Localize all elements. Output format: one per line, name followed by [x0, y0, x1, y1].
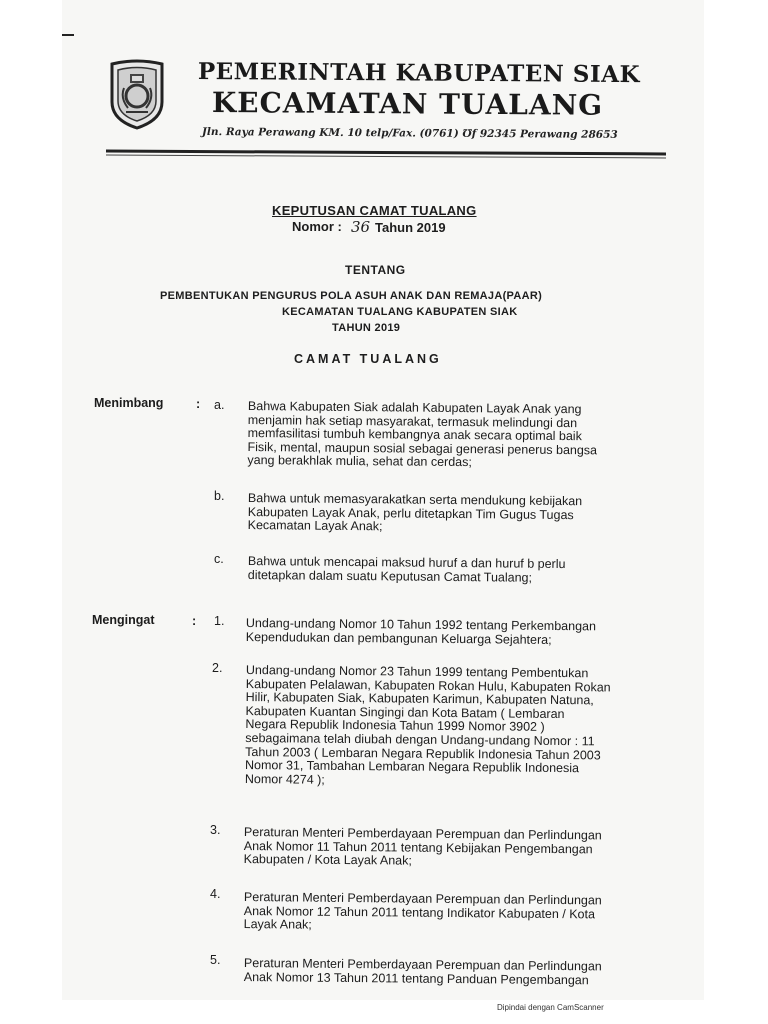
text-line: Bahwa untuk mencapai maksud huruf a dan huruf b perlu — [247, 554, 566, 572]
text-line: Peraturan Menteri Pemberdayaan Perempuan dan Perlindungan — [243, 956, 602, 974]
text-line: Fisik, mental, maupun sosial sebagai generasi penerus bangsa — [247, 439, 598, 458]
text-line: Layak Anak; — [243, 917, 312, 932]
mengingat-item-3 — [244, 826, 602, 870]
text-line: Peraturan Menteri Pemberdayaan Perempuan dan Perlindungan — [243, 890, 602, 908]
mengingat-label: Mengingat — [92, 613, 155, 627]
mengingat-item-2 — [245, 664, 611, 790]
district-name: KECAMATAN TUALANG — [211, 86, 604, 122]
text-line: Anak Nomor 12 Tahun 2011 tentang Indikator Kabupaten / Kota — [243, 903, 596, 921]
subject-line: TAHUN 2019 — [332, 322, 401, 334]
office-address: Jln. Raya Perawang KM. 10 telp/Fax. (0761) ℧f 92345 Perawang 28653 — [201, 126, 618, 141]
menimbang-label: Menimbang — [94, 396, 164, 410]
text-line: ditetapkan dalam suatu Keputusan Camat Tualang; — [247, 567, 533, 585]
text-line: Undang-undang Nomor 23 Tahun 1999 tentang Pembentukan — [245, 663, 589, 681]
text-line: Nomor 4274 ); — [244, 771, 325, 787]
document-page — [62, 0, 704, 1000]
tentang-heading: TENTANG — [345, 263, 406, 277]
letterhead-rule-thin — [106, 155, 666, 159]
text-line: menjamin hak setiap masyarakat, termasuk melindungi dan — [247, 412, 578, 430]
text-line: Anak Nomor 13 Tahun 2011 tentang Panduan Pengembangan — [243, 969, 589, 987]
subject-line: KECAMATAN TUALANG KABUPATEN SIAK — [282, 306, 518, 318]
text-line: Negara Republik Indonesia Tahun 1999 Nomor 3902 ) — [245, 717, 545, 735]
mengingat-item-marker: 5. — [210, 953, 221, 967]
text-line: Hilir, Kabupaten Siak, Kabupaten Karimun, Kabupaten Natuna, — [245, 690, 594, 708]
subject-line: PEMBENTUKAN PENGURUS POLA ASUH ANAK DAN REMAJA(PAAR) — [160, 290, 543, 302]
text-line: Kabupaten / Kota Layak Anak; — [243, 852, 412, 868]
decree-title: KEPUTUSAN CAMAT TUALANG — [272, 203, 477, 218]
decree-year: Tahun 2019 — [375, 220, 446, 235]
text-line: Peraturan Menteri Pemberdayaan Perempuan dan Perlindungan — [243, 825, 602, 843]
text-line: Kecamatan Layak Anak; — [247, 518, 383, 534]
mengingat-item-marker: 1. — [214, 614, 225, 628]
menimbang-colon: : — [196, 397, 201, 411]
scan-mark — [62, 34, 74, 36]
text-line: Kabupaten Layak Anak, perlu ditetapkan Tim Gugus Tugas — [247, 504, 574, 522]
mengingat-item-marker: 4. — [210, 887, 221, 901]
menimbang-item-c — [248, 555, 566, 585]
text-line: Undang-undang Nomor 10 Tahun 1992 tentang Perkembangan — [245, 616, 597, 634]
menimbang-item-marker: a. — [214, 398, 225, 412]
regency-emblem — [106, 58, 168, 130]
menimbang-item-marker: b. — [214, 489, 225, 503]
mengingat-colon: : — [192, 614, 197, 628]
issuing-authority: CAMAT TUALANG — [294, 352, 442, 366]
text-line: sebagaimana telah diubah dengan Undang-undang Nomor : 11 — [245, 730, 595, 749]
mengingat-item-marker: 3. — [210, 823, 221, 837]
mengingat-item-marker: 2. — [212, 661, 223, 675]
menimbang-item-marker: c. — [214, 552, 224, 566]
menimbang-item-b — [248, 492, 583, 536]
text-line: Tahun 2003 ( Lembaran Negara Republik Indonesia Tahun 2003 — [245, 744, 601, 762]
mengingat-item-5 — [244, 957, 602, 988]
text-line: yang berakhlak mulia, sehat dan cerdas; — [247, 453, 472, 470]
decree-number-label: Nomor : — [292, 219, 342, 234]
text-line: Bahwa untuk memasyarakatkan serta mendukung kebijakan — [247, 491, 583, 509]
text-line: Nomor 31, Tambahan Lembaran Negara Republik Indonesia — [244, 758, 580, 776]
mengingat-item-4 — [244, 891, 602, 935]
text-line: Kabupaten Kuantan Singingi dan Kota Batam ( Lembaran — [245, 703, 565, 721]
text-line: Kependudukan dan pembangunan Keluarga Sejahtera; — [245, 629, 552, 647]
decree-number-value: 36 — [351, 218, 371, 236]
text-line: memfasilitasi tumbuh kembangnya anak secara optimal baik — [247, 426, 582, 444]
government-name: PEMERINTAH KABUPATEN SIAK — [197, 58, 641, 89]
scanner-watermark: Dipindai dengan CamScanner — [497, 1003, 604, 1012]
mengingat-item-1 — [246, 617, 596, 648]
text-line: Bahwa Kabupaten Siak adalah Kabupaten Layak Anak yang — [247, 399, 582, 417]
text-line: Kabupaten Pelalawan, Kabupaten Rokan Hulu, Kabupaten Rokan — [245, 676, 611, 695]
menimbang-item-a — [247, 400, 597, 471]
text-line: Anak Nomor 11 Tahun 2011 tentang Kebijakan Pengembangan — [243, 838, 593, 856]
